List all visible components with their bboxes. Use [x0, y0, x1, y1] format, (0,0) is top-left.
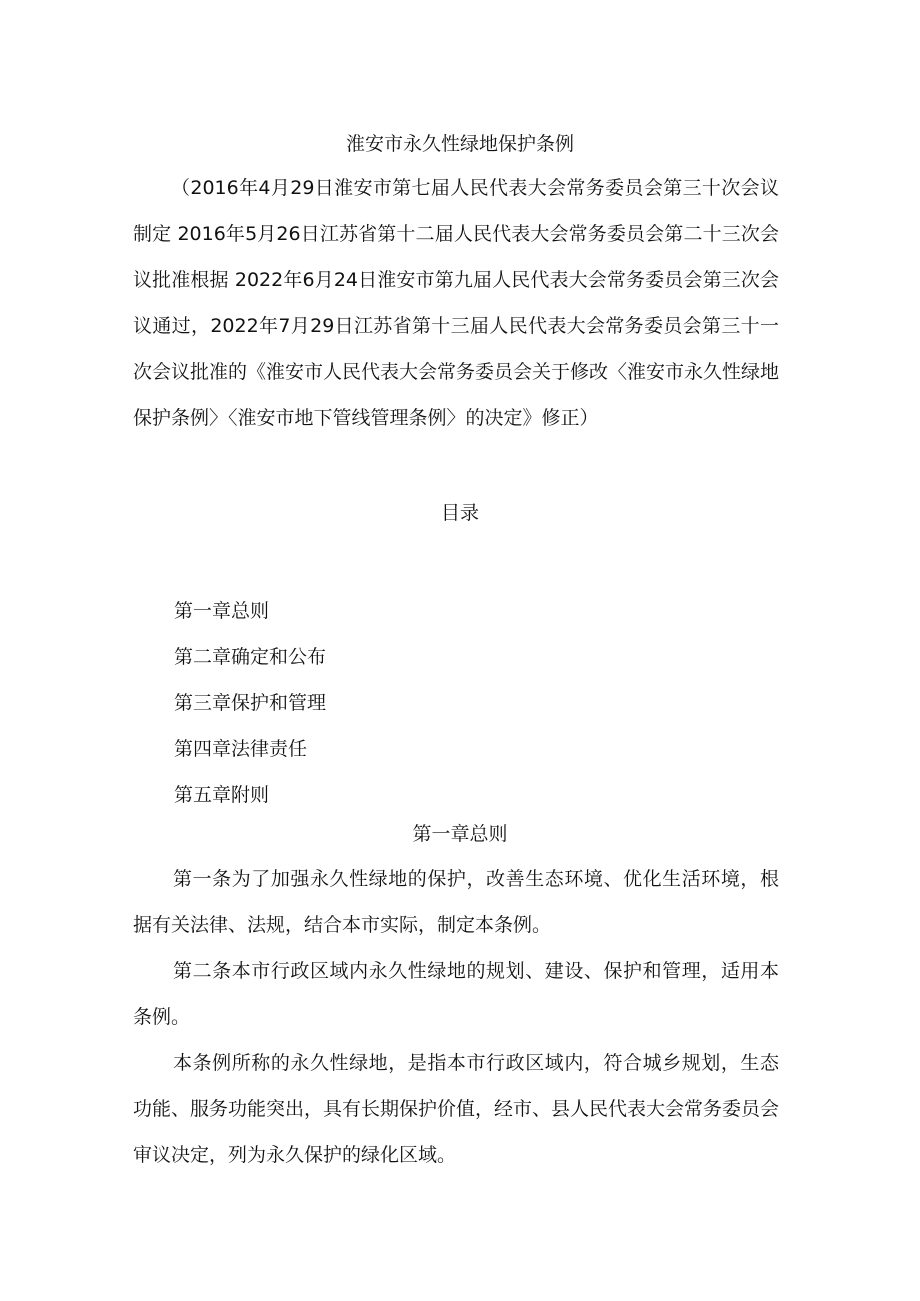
- definition-paragraph: 本条例所称的永久性绿地，是指本市行政区域内，符合城乡规划，生态功能、服务功能突出，具有长期保护价值，经市、县人民代表大会常务委员会审议决定，列为永久保护的绿化区域。: [133, 1052, 780, 1166]
- toc-item-chapter-4: 第四章法律责任: [174, 738, 308, 760]
- chapter-1-heading: 第一章总则: [412, 823, 508, 845]
- toc-item-chapter-1: 第一章总则: [174, 600, 270, 622]
- toc-heading: 目录: [440, 502, 479, 524]
- article-2-paragraph: 第二条本市行政区域内永久性绿地的规划、建设、保护和管理，适用本条例。: [133, 960, 779, 1028]
- preamble-note: （2016年4月29日淮安市第七届人民代表大会常务委员会第三十次会议制定 2016年5月26日江苏省第十二届人民代表大会常务委员会第二十三次会议批准根据 2022年6月24日淮安市第九届人民代表大会常务委员会第三次会议通过，2022年7月29日江苏省第十三届人民代表大会常务委员会第三十一次会议批准的《淮安市人民代表大会常务委员会关于修改〈淮安市永久性绿地保护条例〉〈淮安市地下管线管理条例〉的决定》修正）: [133, 177, 780, 429]
- toc-item-chapter-3: 第三章保护和管理: [174, 692, 327, 714]
- document-title: 淮安市永久性绿地保护条例: [345, 133, 574, 155]
- article-1-paragraph: 第一条为了加强永久性绿地的保护，改善生态环境、优化生活环境，根据有关法律、法规，结合本市实际，制定本条例。: [133, 868, 779, 936]
- toc-item-chapter-5: 第五章附则: [174, 784, 270, 806]
- toc-item-chapter-2: 第二章确定和公布: [174, 646, 327, 668]
- table-of-contents: [174, 588, 326, 818]
